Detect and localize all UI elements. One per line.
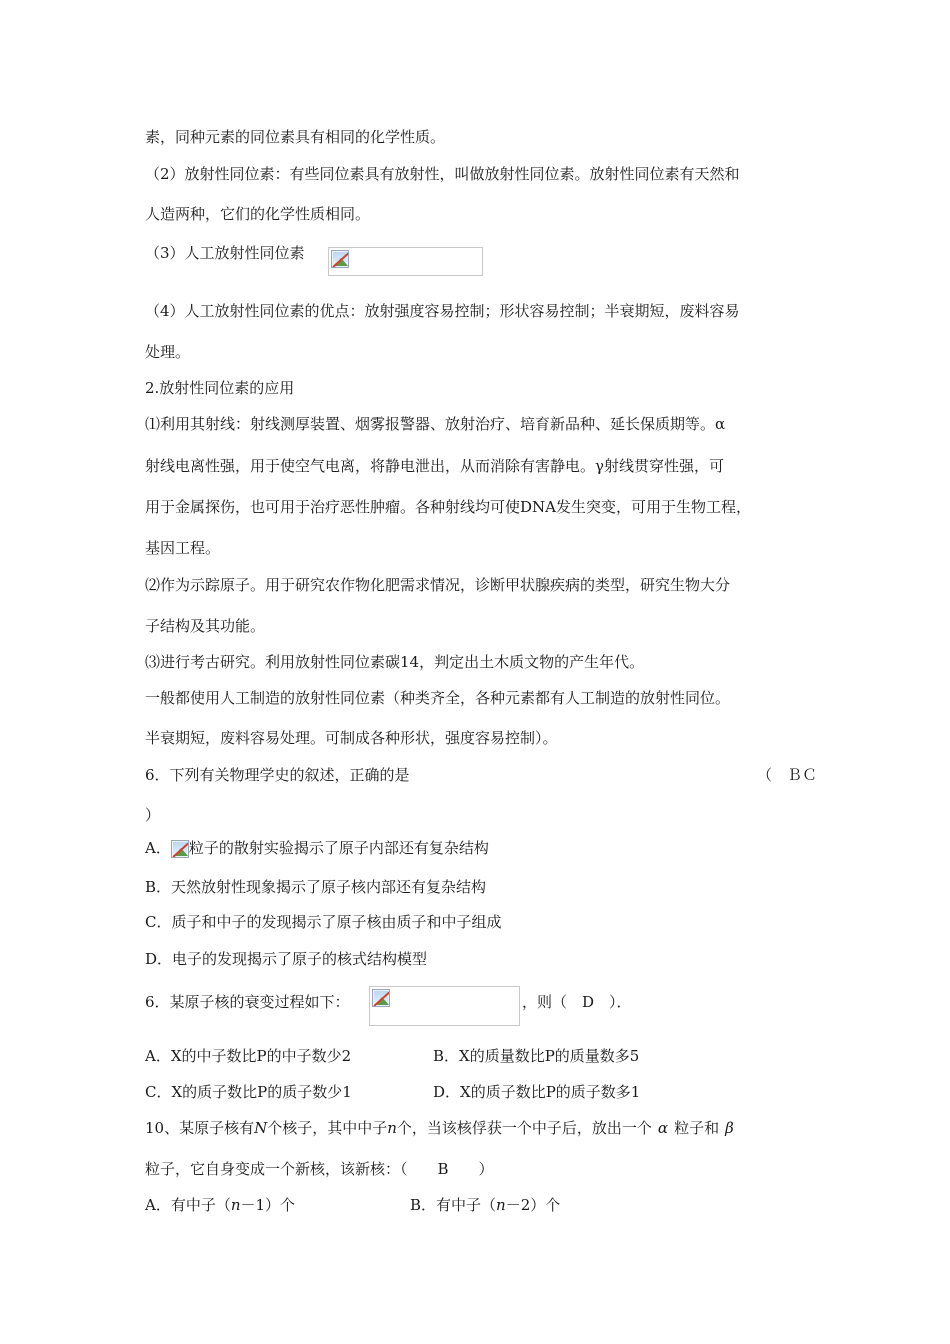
option-d: D．电子的发现揭示了原子的核式结构模型: [145, 950, 428, 968]
formula-image-placeholder: [328, 247, 483, 276]
symbol-n: n: [387, 1119, 397, 1137]
answer-marker: （ ＢＣ: [757, 766, 818, 784]
paragraph-line: 基因工程。: [145, 539, 221, 557]
paragraph-line: ⑵作为示踪原子。用于研究农作物化肥需求情况，诊断甲状腺疾病的类型，研究生物大分: [145, 576, 731, 594]
paragraph-line: 射线电离性强，用于使空气电离，将静电泄出，从而消除有害静电。γ射线贯穿性强，可: [145, 457, 724, 475]
option-b: B．X的质量数比P的质量数多5: [433, 1047, 640, 1065]
option-a: [145, 1195, 295, 1215]
option-a: A．X的中子数比P的中子数少2: [145, 1047, 352, 1065]
paragraph-line: （4）人工放射性同位素的优点：放射强度容易控制；形状容易控制；半衰期短，废料容易: [145, 302, 740, 320]
option-c: C．质子和中子的发现揭示了原子核由质子和中子组成: [145, 913, 502, 931]
option-a-text: 粒子的散射实验揭示了原子内部还有复杂结构: [188, 839, 489, 857]
symbol-alpha: α: [657, 1119, 669, 1137]
question-stem: 6．某原子核的衰变过程如下：: [145, 993, 350, 1011]
option-a-prefix: A．: [145, 839, 171, 857]
paragraph-line: （2）放射性同位素：有些同位素具有放射性，叫做放射性同位素。放射性同位素有天然和: [145, 165, 740, 183]
question-stem: 6．下列有关物理学史的叙述，正确的是: [145, 766, 410, 784]
broken-image-icon: [331, 250, 349, 268]
paragraph-line: 人造两种，它们的化学性质相同。: [145, 205, 371, 223]
option-c: C．X的质子数比P的质子数少1: [145, 1083, 352, 1101]
option-b: [410, 1195, 560, 1215]
option-b-text: B．有中子（: [410, 1196, 497, 1214]
paragraph-line: 一般都使用人工制造的放射性同位素（种类齐全，各种元素都有人工制造的放射性同位。: [145, 689, 731, 707]
q10-text: 粒子和: [674, 1119, 720, 1137]
option-b: B．天然放射性现象揭示了原子核内部还有复杂结构: [145, 878, 487, 896]
paragraph-line: 用于金属探伤，也可用于治疗恶性肿瘤。各种射线均可使DNA发生突变，可用于生物工程，: [145, 498, 751, 516]
paragraph-line: 半衰期短，废料容易处理。可制成各种形状，强度容易控制）。: [145, 729, 558, 747]
paragraph-line: ⑴利用其射线：射线测厚装置、烟雾报警器、放射治疗、培育新品种、延长保质期等。α: [145, 415, 726, 433]
paragraph-line: （3）人工放射性同位素: [145, 244, 305, 262]
symbol-beta: β: [725, 1119, 734, 1137]
decay-formula-image-placeholder: [369, 986, 520, 1026]
q10-text: 个核子，其中中子: [267, 1119, 388, 1137]
paragraph-line: ⑶进行考古研究。利用放射性同位素碳14，判定出土木质文物的产生年代。: [145, 653, 645, 671]
symbol-n: n: [496, 1196, 506, 1214]
symbol-N: N: [254, 1119, 268, 1137]
option-a-text: －1）个: [240, 1196, 296, 1214]
option-b-text: －2）个: [505, 1196, 561, 1214]
paragraph-line: 素，同种元素的同位素具有相同的化学性质。: [145, 128, 446, 146]
option-a: [145, 838, 489, 858]
section-heading: 2.放射性同位素的应用: [145, 379, 295, 397]
paragraph-line: 处理。: [145, 343, 191, 361]
option-d: D．X的质子数比P的质子数多1: [433, 1083, 641, 1101]
option-a-text: A．有中子（: [145, 1196, 231, 1214]
paragraph-line: 子结构及其功能。: [145, 617, 266, 635]
q10-text: 10、某原子核有: [145, 1119, 255, 1137]
question-stem: [145, 1118, 734, 1138]
broken-image-icon: [171, 840, 189, 858]
answer-close: ）: [145, 806, 161, 824]
question-tail: ，则（ D ）．: [522, 993, 632, 1011]
question-stem-line2: 粒子，它自身变成一个新核，该新核：（ B ）: [145, 1160, 494, 1178]
symbol-n: n: [230, 1196, 241, 1214]
q10-text: 个，当该核俘获一个中子后，放出一个: [396, 1119, 652, 1137]
broken-image-icon: [372, 989, 390, 1007]
